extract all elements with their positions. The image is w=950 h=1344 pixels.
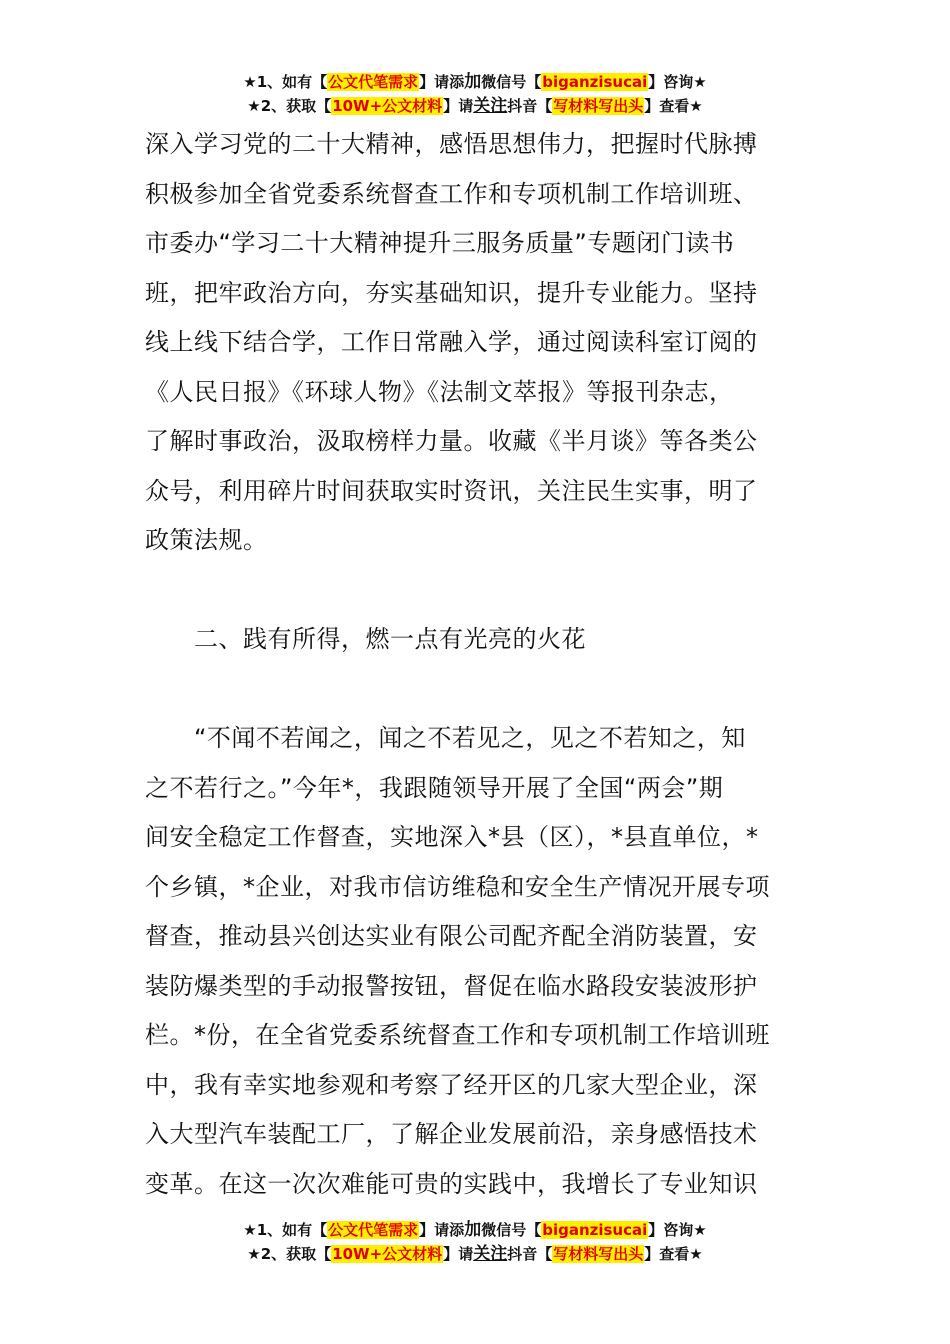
promo-text: 】查看★ — [644, 97, 703, 115]
promo-text: ★2、获取【 — [247, 97, 332, 115]
promo-text: ★1、如有【 — [243, 1221, 328, 1239]
body-paragraph-2: “不闻不若闻之，闻之不若见之，见之不若知之，知 之不若行之。”今年*，我跟随领导开展了全国“两会”期 间安全稳定工作督查，实地深入*县（区），*县直单位，* 个乡镇，*企业，对我市信访维稳和安全生产情况开展专项 督查，推动县兴创达实业有限公司配齐配全消防装置，安 装防爆类型的手动报警按钮，督促在临水路段安装波形护 栏。*份，在全省党委系统督查工作和专项机制工作培训班 中，我有幸实地参观和考察了经开区的几家大型企业，深 入大型汽车装配工厂，了解企业发展前沿，亲身感悟技术 变革。在这一次次难能可贵的实践中，我增长了专业知识 — [145, 724, 770, 1198]
promo-line-1 — [0, 70, 950, 94]
promo-text: ★1、如有【 — [243, 73, 328, 91]
promo-text: 加 — [464, 72, 482, 92]
promo-line-2 — [0, 94, 950, 118]
promo-highlight: 公文代笔需求 — [328, 73, 419, 91]
promo-text: 】咨询★ — [648, 1221, 707, 1239]
promo-highlight: 10W+公文材料 — [332, 1245, 443, 1263]
promo-text: ★2、获取【 — [247, 1245, 332, 1263]
section-heading-2: 二、践有所得，燃一点有光亮的火花 — [194, 625, 586, 653]
top-promo-banner — [0, 70, 950, 118]
promo-text: 】查看★ — [644, 1245, 703, 1263]
promo-text: 】请 — [443, 1245, 474, 1263]
promo-highlight: 写材料写出头 — [553, 1245, 644, 1263]
promo-text: 抖音【 — [507, 1245, 553, 1263]
promo-text: 微信号【 — [481, 73, 542, 91]
promo-text: 】咨询★ — [648, 73, 707, 91]
promo-line-2 — [0, 1242, 950, 1266]
promo-text: 】请添 — [419, 73, 465, 91]
promo-text: 抖音【 — [507, 97, 553, 115]
promo-highlight: biganzisucai — [542, 1221, 648, 1239]
document-body — [145, 120, 807, 1209]
promo-text: 】请添 — [419, 1221, 465, 1239]
promo-highlight: 写材料写出头 — [553, 97, 644, 115]
paragraph-spacer — [145, 566, 807, 616]
body-paragraph-1: 深入学习党的二十大精神，感悟思想伟力，把握时代脉搏 积极参加全省党委系统督查工作和专项机制工作培训班、 市委办“学习二十大精神提升三服务质量”专题闭门读书 班，把牢政治方向，夯实基础知识，提升专业能力。坚持 线上线下结合学，工作日常融入学，通过阅读科室订阅的 《人民日报》《环球人物》《法制文萃报》等报刊杂志， 了解时事政治，汲取榜样力量。收藏《半月谈》等各类公 众号，利用碎片时间获取实时资讯，关注民生实事，明了 政策法规。 — [145, 130, 758, 554]
promo-text: 加 — [464, 1220, 482, 1240]
promo-text: 微信号【 — [481, 1221, 542, 1239]
paragraph-spacer — [145, 665, 807, 715]
promo-line-1 — [0, 1218, 950, 1242]
promo-highlight: 10W+公文材料 — [332, 97, 443, 115]
promo-highlight: biganzisucai — [542, 73, 648, 91]
bottom-promo-banner — [0, 1218, 950, 1266]
promo-highlight: 公文代笔需求 — [328, 1221, 419, 1239]
promo-text: 关注 — [473, 96, 508, 116]
promo-text: 】请 — [443, 97, 474, 115]
promo-text: 关注 — [473, 1244, 508, 1264]
